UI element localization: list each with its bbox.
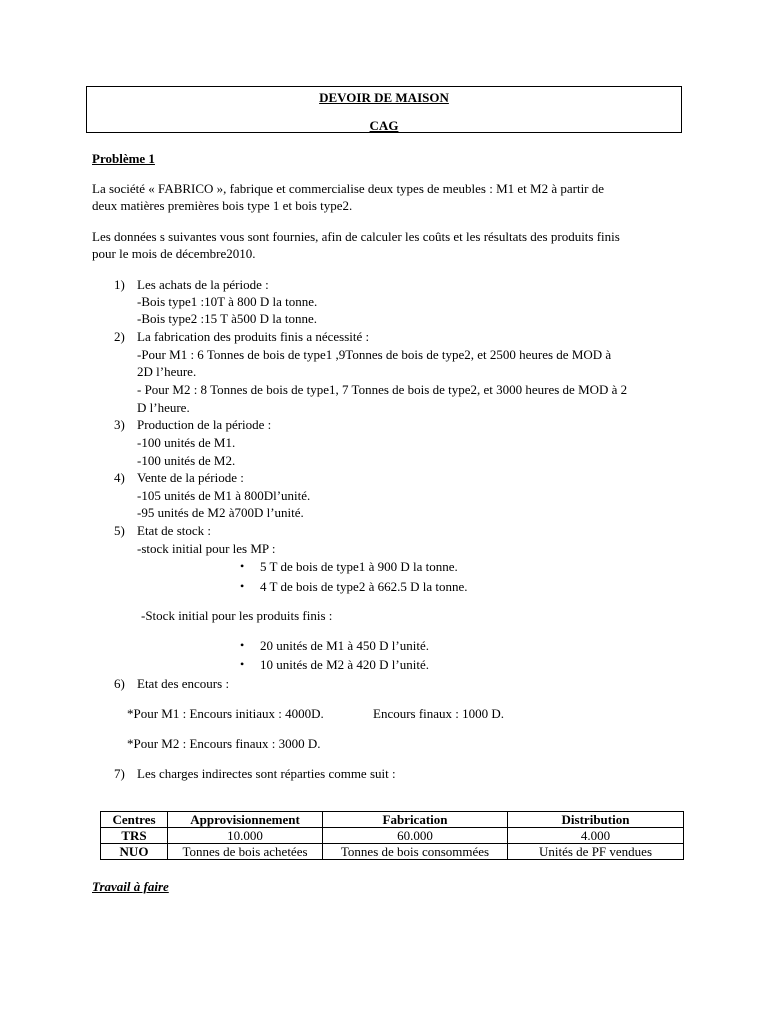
- encours-m2-final: *Pour M2 : Encours finaux : 3000 D.: [127, 736, 321, 751]
- bullet-text: 20 unités de M1 à 450 D l’unité.: [260, 638, 429, 653]
- item-line: D l’heure.: [137, 400, 190, 415]
- item-title: Vente de la période :: [137, 470, 244, 485]
- encours-m1-initial: *Pour M1 : Encours initiaux : 4000D.: [127, 706, 324, 721]
- bullet-text: 10 unités de M2 à 420 D l’unité.: [260, 657, 429, 672]
- item-number: 1): [114, 277, 125, 292]
- item-title: Les achats de la période :: [137, 277, 269, 292]
- item-line: -100 unités de M2.: [137, 453, 236, 468]
- table-cell: 10.000: [168, 828, 323, 844]
- item-title: Les charges indirectes sont réparties comme suit :: [137, 766, 396, 781]
- item-number: 2): [114, 329, 125, 344]
- item-line: -105 unités de M1 à 800Dl’unité.: [137, 488, 311, 503]
- item-line: -Pour M1 : 6 Tonnes de bois de type1 ,9Tonnes de bois de type2, et 2500 heures de MOD à: [137, 347, 612, 362]
- item-line: -100 unités de M1.: [137, 435, 236, 450]
- indirect-charges-table: [100, 811, 684, 860]
- encours-m1-final: Encours finaux : 1000 D.: [373, 706, 505, 721]
- bullet-icon: •: [240, 638, 245, 652]
- item-line: -95 unités de M2 à700D l’unité.: [137, 505, 304, 520]
- table-cell: Unités de PF vendues: [508, 844, 684, 860]
- item-line: -Bois type2 :15 T à500 D la tonne.: [137, 311, 318, 326]
- intro-p2-line1: Les données s suivantes vous sont fournies, afin de calculer les coûts et les résultats des produits finis: [92, 229, 620, 244]
- bullet-text: 4 T de bois de type2 à 662.5 D la tonne.: [260, 579, 468, 594]
- item-number: 6): [114, 676, 125, 691]
- item-line: 2D l’heure.: [137, 364, 197, 379]
- header-box: [86, 86, 682, 133]
- bullet-text: 5 T de bois de type1 à 900 D la tonne.: [260, 559, 458, 574]
- document-title: DEVOIR DE MAISON: [319, 90, 449, 105]
- problem-title: Problème 1: [92, 151, 155, 166]
- item-line: - Pour M2 : 8 Tonnes de bois de type1, 7 Tonnes de bois de type2, et 3000 heures de MOD à 2: [137, 382, 628, 397]
- task-heading: Travail à faire: [92, 879, 169, 894]
- item-number: 4): [114, 470, 125, 485]
- table-row: [101, 828, 684, 844]
- table-cell: Tonnes de bois consommées: [323, 844, 508, 860]
- item-line: -Bois type1 :10T à 800 D la tonne.: [137, 294, 318, 309]
- item-number: 5): [114, 523, 125, 538]
- table-header-cell: Fabrication: [323, 812, 508, 828]
- bullet-icon: •: [240, 657, 245, 671]
- bullet-icon: •: [240, 579, 245, 593]
- document-subtitle: CAG: [369, 118, 399, 133]
- table-header-cell: Distribution: [508, 812, 684, 828]
- table-cell: NUO: [101, 844, 168, 860]
- item-title: Etat de stock :: [137, 523, 212, 538]
- table-cell: TRS: [101, 828, 168, 844]
- intro-p2-line2: pour le mois de décembre2010.: [92, 246, 256, 261]
- item-number: 3): [114, 417, 125, 432]
- table-row: [101, 844, 684, 860]
- intro-p1-line2: deux matières premières bois type 1 et bois type2.: [92, 198, 353, 213]
- item-line: -Stock initial pour les produits finis :: [141, 608, 333, 623]
- table-cell: 60.000: [323, 828, 508, 844]
- item-title: Production de la période :: [137, 417, 272, 432]
- table-cell: Tonnes de bois achetées: [168, 844, 323, 860]
- item-title: La fabrication des produits finis a nécessité :: [137, 329, 370, 344]
- intro-p1-line1: La société « FABRICO », fabrique et commercialise deux types de meubles : M1 et M2 à partir de: [92, 181, 605, 196]
- item-line: -stock initial pour les MP :: [137, 541, 276, 556]
- table-header-row: [101, 812, 684, 828]
- item-title: Etat des encours :: [137, 676, 230, 691]
- bullet-icon: •: [240, 559, 245, 573]
- table-header-cell: Approvisionnement: [168, 812, 323, 828]
- table-cell: 4.000: [508, 828, 684, 844]
- item-number: 7): [114, 766, 125, 781]
- table-header-cell: Centres: [101, 812, 168, 828]
